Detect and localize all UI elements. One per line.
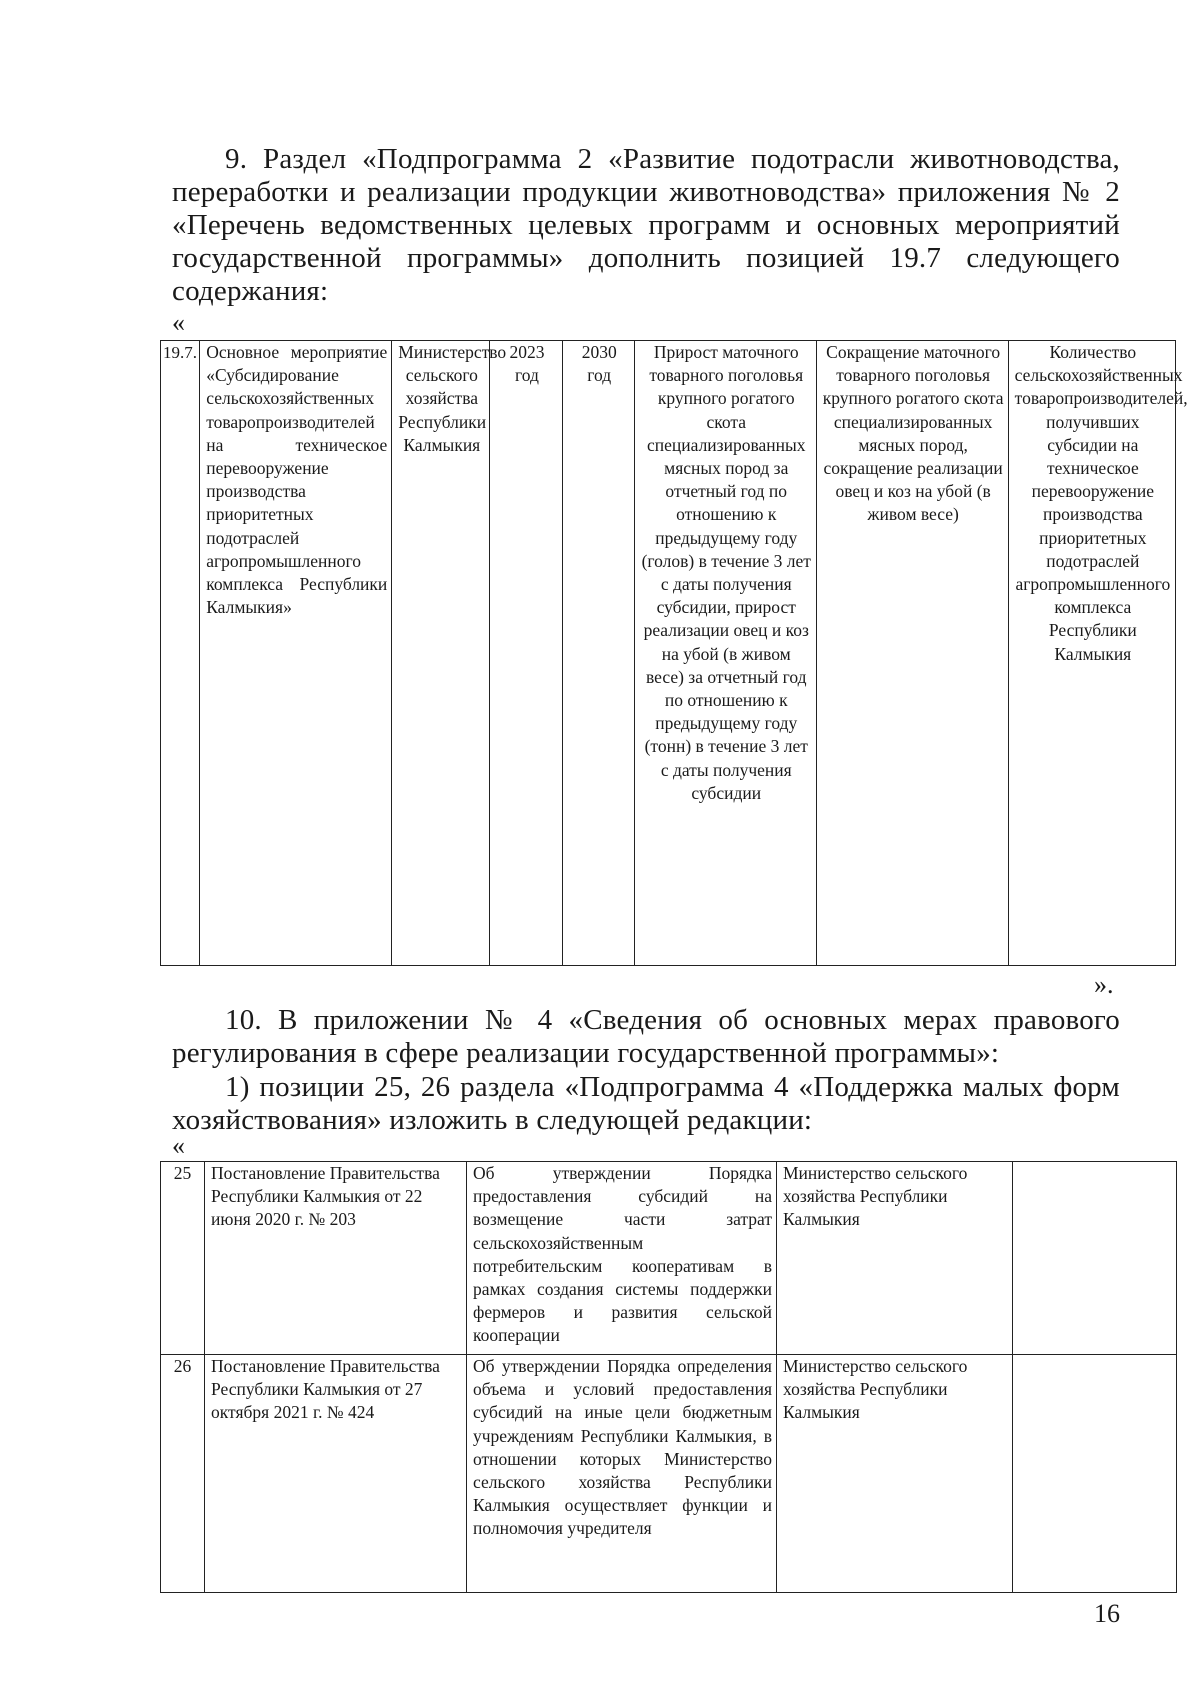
measure-name-cell: Основное мероприятие «Субсидирование сельскохозяйственных товаропроизводителей на техническое перевооружение производства приоритетных подотраслей агропромышленного комплекса Республики Калмыкия» [200,341,392,966]
expected-result-cell: Прирост маточного товарного поголовья крупного рогатого скота специализированных мясных пород за отчетный год по отношению к предыдущему году (голов) в течение 3 лет с даты получения субсидии, прирост реализации овец и коз на убой (в живом весе) за отчетный год по отношению к предыдущему году (тонн) в течение 3 лет с даты получения субсидии [634,341,816,966]
executor-cell: Министерство сельского хозяйства Республики Калмыкия [392,341,490,966]
executor-cell: Министерство сельского хозяйства Республики Калмыкия [777,1355,1013,1593]
table-row [161,341,1176,966]
content-cell: Об утверждении Порядка определения объема и условий предоставления субсидий на иные цели бюджетным учреждениям Республики Калмыкия, в отношении которых Министерство сельского хозяйства Республики Калмыкия осуществляет функции и полномочия учредителя [467,1355,777,1593]
section-9-open-quote: « [172,308,185,337]
section-9-close-quote: ». [1094,970,1114,999]
section-10-item-1: 1) позиции 25, 26 раздела «Подпрограмма 4 «Поддержка малых форм хозяйствования» изложить в следующей редакции: [172,1071,1120,1136]
section-9-table [160,340,1188,966]
executor-cell: Министерство сельского хозяйства Республики Калмыкия [777,1162,1013,1355]
document-cell: Постановление Правительства Республики Калмыкия от 22 июня 2020 г. № 203 [205,1162,467,1355]
indicator-cell: Количество сельскохозяйственных товаропроизводителей, получивших субсидии на техническое перевооружение производства приоритетных подотраслей агропромышленного комплекса Республики Калмыкия [1008,341,1175,966]
section-9-paragraph: 9. Раздел «Подпрограмма 2 «Развитие подотрасли животноводства, переработки и реализации продукции животноводства» приложения № 2 «Перечень ведомственных целевых программ и основных мероприятий государственной программы» дополнить позицией 19.7 следующего содержания: [172,143,1120,307]
consequences-cell: Сокращение маточного товарного поголовья крупного рогатого скота специализированных мясных пород, сокращение реализации овец и коз на убой (в живом весе) [816,341,1008,966]
row-number: 26 [161,1355,205,1593]
date-cell [1013,1355,1177,1593]
content-cell: Об утверждении Порядка предоставления субсидий на возмещение части затрат сельскохозяйственным потребительским кооперативам в рамках создания системы поддержки фермеров и развития сельской кооперации [467,1162,777,1355]
table-row [161,1162,1177,1355]
section-10-paragraph: 10. В приложении № 4 «Сведения об основных мерах правового регулирования в сфере реализации государственной программы»: [172,1004,1120,1069]
table-row [161,1355,1177,1593]
row-number: 19.7. [161,341,200,966]
date-cell [1013,1162,1177,1355]
end-year-cell: 2030 год [562,341,634,966]
start-year-cell: 2023 год [490,341,562,966]
document-cell: Постановление Правительства Республики Калмыкия от 27 октября 2021 г. № 424 [205,1355,467,1593]
section-10-open-quote: « [172,1131,185,1160]
page-number: 16 [1094,1599,1120,1628]
row-number: 25 [161,1162,205,1355]
section-10-table [160,1161,1177,1593]
